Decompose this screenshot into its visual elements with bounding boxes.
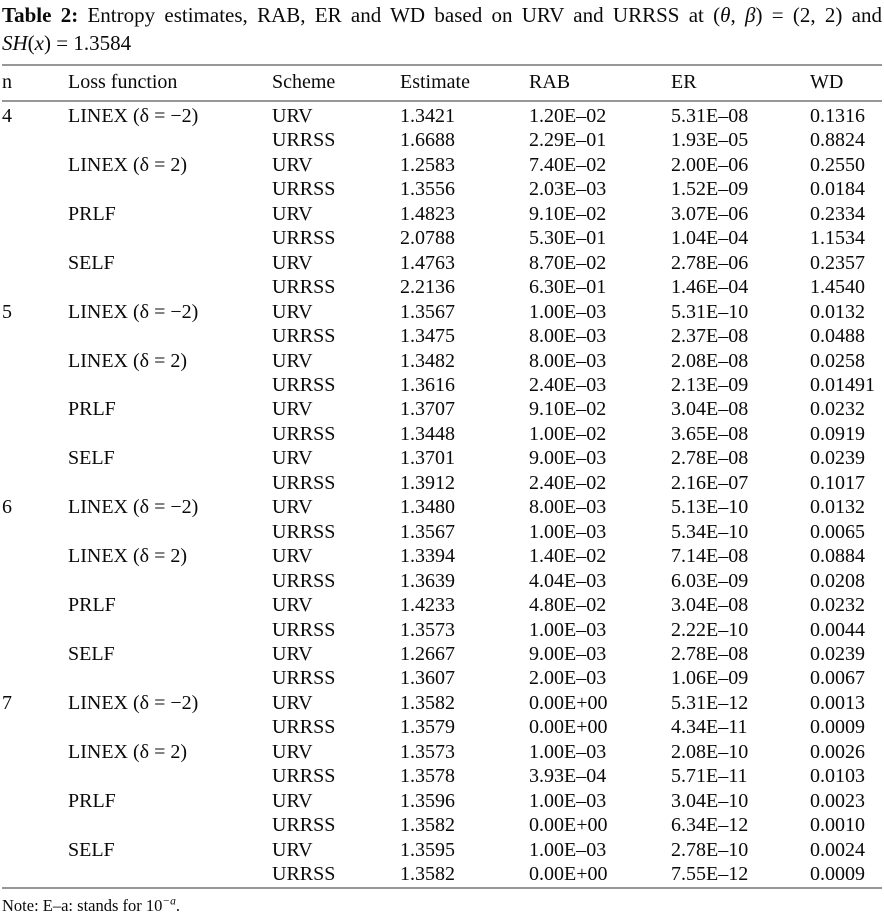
cell-scheme: URRSS <box>272 227 336 250</box>
cell-rab: 1.00E–03 <box>529 520 607 543</box>
cell-estimate: 1.3639 <box>400 569 455 592</box>
cell-scheme: URRSS <box>272 325 336 348</box>
cell-estimate: 1.3573 <box>400 740 455 763</box>
cell-wd: 0.0239 <box>810 642 865 665</box>
cell-scheme: URV <box>272 545 313 568</box>
cell-estimate: 1.3582 <box>400 691 455 714</box>
table-body <box>2 101 882 888</box>
cell-wd: 0.0232 <box>810 594 865 617</box>
caption-segment: ) = 1.3584 <box>44 30 132 55</box>
cell-scheme: URV <box>272 496 313 519</box>
cell-er: 1.04E–04 <box>671 227 749 250</box>
cell-loss: SELF <box>68 838 115 861</box>
cell-wd: 0.0239 <box>810 447 865 470</box>
column-header-er: ER <box>671 65 810 101</box>
cell-wd: 0.0013 <box>810 691 865 714</box>
cell-loss: PRLF <box>68 594 116 617</box>
cell-rab: 2.29E–01 <box>529 129 607 152</box>
cell-rab: 9.10E–02 <box>529 202 607 225</box>
cell-wd: 0.0023 <box>810 789 865 812</box>
cell-estimate: 2.2136 <box>400 276 455 299</box>
cell-rab: 8.00E–03 <box>529 496 607 519</box>
cell-scheme: URV <box>272 105 313 127</box>
cell-rab: 8.00E–03 <box>529 325 607 348</box>
column-header-rab: RAB <box>529 65 671 101</box>
cell-er: 1.52E–09 <box>671 178 749 201</box>
cell-scheme: URV <box>272 447 313 470</box>
cell-loss: LINEX (δ = 2) <box>68 740 188 763</box>
cell-loss <box>68 618 272 642</box>
cell-scheme: URV <box>272 642 313 665</box>
cell-er: 2.16E–07 <box>671 471 749 494</box>
cell-scheme: URV <box>272 789 313 812</box>
cell-n <box>2 715 68 739</box>
table-row <box>2 177 882 201</box>
cell-er: 6.03E–09 <box>671 569 749 592</box>
cell-n <box>2 764 68 788</box>
cell-estimate: 1.3482 <box>400 349 455 372</box>
cell-rab: 1.40E–02 <box>529 545 607 568</box>
column-header-wd: WD <box>810 65 882 101</box>
cell-n <box>2 593 68 617</box>
caption-segment: β <box>745 3 756 27</box>
table-row <box>2 349 882 373</box>
cell-loss: LINEX (δ = −2) <box>68 496 199 519</box>
table-header <box>2 65 882 101</box>
table-row <box>2 275 882 299</box>
cell-scheme: URRSS <box>272 716 336 739</box>
cell-estimate: 1.3475 <box>400 325 455 348</box>
table-row <box>2 153 882 177</box>
cell-loss <box>68 177 272 201</box>
cell-loss <box>68 569 272 593</box>
cell-loss <box>68 275 272 299</box>
cell-wd: 0.0132 <box>810 496 865 519</box>
cell-estimate: 1.3579 <box>400 716 455 739</box>
caption-segment: SH <box>2 30 28 55</box>
cell-wd: 0.1017 <box>810 471 865 494</box>
cell-wd: 0.1316 <box>810 105 865 127</box>
cell-n <box>2 202 68 226</box>
cell-wd: 0.0184 <box>810 178 865 201</box>
cell-estimate: 1.2583 <box>400 153 455 176</box>
cell-scheme: URRSS <box>272 618 336 641</box>
cell-n: 6 <box>2 496 12 519</box>
cell-er: 5.71E–11 <box>671 765 748 788</box>
cell-rab: 1.00E–02 <box>529 422 607 445</box>
cell-er: 5.31E–10 <box>671 300 749 323</box>
cell-wd: 0.0010 <box>810 814 865 837</box>
table-row <box>2 862 882 887</box>
cell-estimate: 1.3448 <box>400 422 455 445</box>
cell-er: 3.04E–08 <box>671 398 749 421</box>
cell-loss: PRLF <box>68 789 116 812</box>
cell-estimate: 1.4763 <box>400 251 455 274</box>
results-table <box>2 64 882 889</box>
caption-segment: Table 2: <box>2 3 79 27</box>
cell-loss <box>68 666 272 690</box>
cell-estimate: 2.0788 <box>400 227 455 250</box>
table-row <box>2 666 882 690</box>
table-caption <box>2 2 882 57</box>
cell-n <box>2 813 68 837</box>
cell-loss: LINEX (δ = 2) <box>68 153 188 176</box>
cell-rab: 1.00E–03 <box>529 300 607 323</box>
cell-loss: LINEX (δ = −2) <box>68 300 199 323</box>
cell-rab: 9.00E–03 <box>529 642 607 665</box>
cell-scheme: URV <box>272 838 313 861</box>
cell-estimate: 1.3912 <box>400 471 455 494</box>
cell-scheme: URRSS <box>272 863 336 886</box>
cell-er: 6.34E–12 <box>671 814 749 837</box>
cell-estimate: 1.3567 <box>400 300 455 323</box>
cell-loss: LINEX (δ = −2) <box>68 105 199 127</box>
cell-rab: 0.00E+00 <box>529 691 608 714</box>
table-row <box>2 544 882 568</box>
cell-rab: 8.00E–03 <box>529 349 607 372</box>
column-header-loss: Loss function <box>68 65 272 101</box>
cell-er: 7.55E–12 <box>671 863 749 886</box>
table-row <box>2 324 882 348</box>
caption-segment: ( <box>27 30 35 55</box>
column-header-scheme: Scheme <box>272 65 400 101</box>
table-row <box>2 495 882 519</box>
table-row <box>2 128 882 152</box>
cell-scheme: URV <box>272 398 313 421</box>
cell-scheme: URV <box>272 594 313 617</box>
cell-er: 2.78E–08 <box>671 642 749 665</box>
cell-rab: 5.30E–01 <box>529 227 607 250</box>
cell-rab: 2.00E–03 <box>529 667 607 690</box>
table-row <box>2 226 882 250</box>
cell-wd: 0.0258 <box>810 349 865 372</box>
cell-estimate: 1.3595 <box>400 838 455 861</box>
cell-er: 1.46E–04 <box>671 276 749 299</box>
table-row <box>2 300 882 324</box>
cell-n <box>2 666 68 690</box>
cell-loss <box>68 422 272 446</box>
table-row <box>2 520 882 544</box>
cell-estimate: 1.3616 <box>400 373 455 396</box>
cell-er: 3.04E–10 <box>671 789 749 812</box>
cell-er: 3.07E–06 <box>671 202 749 225</box>
cell-loss: PRLF <box>68 202 116 225</box>
cell-estimate: 1.3556 <box>400 178 455 201</box>
cell-rab: 2.40E–02 <box>529 471 607 494</box>
cell-loss <box>68 226 272 250</box>
cell-scheme: URRSS <box>272 129 336 152</box>
cell-n <box>2 642 68 666</box>
cell-wd: 0.0232 <box>810 398 865 421</box>
cell-er: 3.65E–08 <box>671 422 749 445</box>
cell-er: 2.37E–08 <box>671 325 749 348</box>
cell-wd: 0.0026 <box>810 740 865 763</box>
cell-wd: 0.0919 <box>810 422 865 445</box>
cell-scheme: URV <box>272 300 313 323</box>
cell-wd: 0.0009 <box>810 863 865 886</box>
table-row <box>2 397 882 421</box>
column-header-n: n <box>2 65 68 101</box>
table-row <box>2 618 882 642</box>
cell-estimate: 1.3707 <box>400 398 455 421</box>
table-note <box>2 896 884 916</box>
cell-n <box>2 226 68 250</box>
cell-er: 5.13E–10 <box>671 496 749 519</box>
cell-loss: SELF <box>68 251 115 274</box>
caption-segment: Entropy estimates, RAB, ER and WD based on URV and URRSS at ( <box>78 3 721 27</box>
cell-scheme: URRSS <box>272 667 336 690</box>
cell-scheme: URRSS <box>272 471 336 494</box>
cell-er: 2.22E–10 <box>671 618 749 641</box>
cell-loss <box>68 471 272 495</box>
cell-wd: 0.0884 <box>810 545 865 568</box>
cell-scheme: URRSS <box>272 422 336 445</box>
cell-er: 5.34E–10 <box>671 520 749 543</box>
caption-line-1 <box>2 2 882 30</box>
table-row <box>2 101 882 128</box>
cell-n <box>2 544 68 568</box>
table-row <box>2 740 882 764</box>
cell-er: 7.14E–08 <box>671 545 749 568</box>
cell-rab: 9.10E–02 <box>529 398 607 421</box>
cell-rab: 7.40E–02 <box>529 153 607 176</box>
cell-loss: LINEX (δ = −2) <box>68 691 199 714</box>
cell-estimate: 1.3480 <box>400 496 455 519</box>
cell-scheme: URRSS <box>272 814 336 837</box>
cell-scheme: URRSS <box>272 520 336 543</box>
cell-scheme: URRSS <box>272 276 336 299</box>
cell-rab: 1.20E–02 <box>529 105 607 127</box>
cell-estimate: 1.3578 <box>400 765 455 788</box>
table-row <box>2 789 882 813</box>
cell-er: 5.31E–12 <box>671 691 749 714</box>
cell-loss <box>68 128 272 152</box>
column-header-estimate: Estimate <box>400 65 529 101</box>
cell-wd: 0.0044 <box>810 618 865 641</box>
cell-loss: SELF <box>68 447 115 470</box>
cell-n <box>2 471 68 495</box>
cell-estimate: 1.3701 <box>400 447 455 470</box>
cell-wd: 0.0009 <box>810 716 865 739</box>
cell-estimate: 1.6688 <box>400 129 455 152</box>
cell-rab: 2.40E–03 <box>529 373 607 396</box>
cell-estimate: 1.2667 <box>400 642 455 665</box>
cell-scheme: URV <box>272 251 313 274</box>
cell-er: 3.04E–08 <box>671 594 749 617</box>
table-row <box>2 764 882 788</box>
cell-loss <box>68 324 272 348</box>
cell-scheme: URV <box>272 202 313 225</box>
cell-er: 5.31E–08 <box>671 105 749 127</box>
cell-n <box>2 275 68 299</box>
cell-er: 1.06E–09 <box>671 667 749 690</box>
cell-wd: 0.2334 <box>810 202 865 225</box>
cell-estimate: 1.3394 <box>400 545 455 568</box>
cell-wd: 0.0067 <box>810 667 865 690</box>
cell-er: 1.93E–05 <box>671 129 749 152</box>
table-row <box>2 446 882 470</box>
cell-wd: 1.1534 <box>810 227 865 250</box>
cell-n <box>2 520 68 544</box>
cell-wd: 0.2550 <box>810 153 865 176</box>
cell-estimate: 1.3421 <box>400 105 455 127</box>
cell-er: 2.78E–10 <box>671 838 749 861</box>
cell-n <box>2 128 68 152</box>
cell-scheme: URRSS <box>272 765 336 788</box>
caption-segment: , <box>730 3 745 27</box>
cell-rab: 8.70E–02 <box>529 251 607 274</box>
cell-n: 5 <box>2 300 12 323</box>
table-row <box>2 422 882 446</box>
cell-loss <box>68 520 272 544</box>
cell-loss: LINEX (δ = 2) <box>68 545 188 568</box>
cell-n: 4 <box>2 105 12 127</box>
cell-n <box>2 397 68 421</box>
cell-n <box>2 838 68 862</box>
cell-rab: 4.04E–03 <box>529 569 607 592</box>
cell-loss <box>68 715 272 739</box>
cell-loss <box>68 862 272 887</box>
cell-er: 2.08E–08 <box>671 349 749 372</box>
cell-estimate: 1.3582 <box>400 814 455 837</box>
cell-scheme: URRSS <box>272 569 336 592</box>
cell-rab: 3.93E–04 <box>529 765 607 788</box>
cell-n <box>2 177 68 201</box>
cell-er: 2.00E–06 <box>671 153 749 176</box>
cell-rab: 2.03E–03 <box>529 178 607 201</box>
cell-loss <box>68 813 272 837</box>
cell-wd: 0.0208 <box>810 569 865 592</box>
cell-wd: 1.4540 <box>810 276 865 299</box>
cell-wd: 0.0488 <box>810 325 865 348</box>
cell-n <box>2 422 68 446</box>
cell-wd: 0.0103 <box>810 765 865 788</box>
table-row <box>2 642 882 666</box>
cell-er: 4.34E–11 <box>671 716 748 739</box>
cell-rab: 1.00E–03 <box>529 789 607 812</box>
cell-estimate: 1.3567 <box>400 520 455 543</box>
caption-segment: x <box>34 30 44 55</box>
cell-rab: 9.00E–03 <box>529 447 607 470</box>
cell-rab: 4.80E–02 <box>529 594 607 617</box>
cell-scheme: URV <box>272 740 313 763</box>
cell-rab: 6.30E–01 <box>529 276 607 299</box>
cell-loss: PRLF <box>68 398 116 421</box>
cell-scheme: URRSS <box>272 178 336 201</box>
cell-estimate: 1.4823 <box>400 202 455 225</box>
table-row <box>2 373 882 397</box>
cell-n <box>2 618 68 642</box>
cell-estimate: 1.3607 <box>400 667 455 690</box>
cell-n <box>2 446 68 470</box>
cell-scheme: URV <box>272 153 313 176</box>
cell-wd: 0.2357 <box>810 251 865 274</box>
table-row <box>2 593 882 617</box>
cell-rab: 0.00E+00 <box>529 863 608 886</box>
cell-wd: 0.0132 <box>810 300 865 323</box>
note-superscript: −a <box>162 895 176 907</box>
table-row <box>2 202 882 226</box>
cell-n <box>2 251 68 275</box>
cell-estimate: 1.3573 <box>400 618 455 641</box>
cell-n <box>2 862 68 887</box>
caption-line-2 <box>2 30 882 58</box>
cell-rab: 0.00E+00 <box>529 716 608 739</box>
cell-scheme: URV <box>272 349 313 372</box>
table-row <box>2 471 882 495</box>
cell-rab: 1.00E–03 <box>529 838 607 861</box>
caption-segment: θ <box>720 3 731 27</box>
cell-wd: 0.0024 <box>810 838 865 861</box>
header-row <box>2 65 882 101</box>
cell-loss <box>68 764 272 788</box>
cell-n <box>2 740 68 764</box>
table-row <box>2 691 882 715</box>
cell-n <box>2 324 68 348</box>
cell-rab: 0.00E+00 <box>529 814 608 837</box>
cell-wd: 0.0065 <box>810 520 865 543</box>
cell-rab: 1.00E–03 <box>529 740 607 763</box>
table-row <box>2 715 882 739</box>
caption-segment: ) = (2, 2) and <box>755 3 882 27</box>
cell-wd: 0.8824 <box>810 129 865 152</box>
cell-er: 2.08E–10 <box>671 740 749 763</box>
cell-loss: SELF <box>68 642 115 665</box>
cell-wd: 0.01491 <box>810 373 875 396</box>
cell-estimate: 1.3582 <box>400 863 455 886</box>
cell-scheme: URV <box>272 691 313 714</box>
cell-er: 2.78E–08 <box>671 447 749 470</box>
table-row <box>2 813 882 837</box>
cell-rab: 1.00E–03 <box>529 618 607 641</box>
cell-n <box>2 153 68 177</box>
cell-estimate: 1.4233 <box>400 594 455 617</box>
note-prefix: Note: E–a: stands for 10 <box>2 895 163 915</box>
cell-n <box>2 569 68 593</box>
table-row <box>2 838 882 862</box>
table-row <box>2 569 882 593</box>
cell-scheme: URRSS <box>272 373 336 396</box>
cell-loss: LINEX (δ = 2) <box>68 349 188 372</box>
cell-estimate: 1.3596 <box>400 789 455 812</box>
cell-er: 2.13E–09 <box>671 373 749 396</box>
cell-n <box>2 789 68 813</box>
cell-n: 7 <box>2 691 12 714</box>
table-row <box>2 251 882 275</box>
note-suffix: . <box>175 895 181 915</box>
cell-n <box>2 349 68 373</box>
cell-er: 2.78E–06 <box>671 251 749 274</box>
cell-n <box>2 373 68 397</box>
cell-loss <box>68 373 272 397</box>
